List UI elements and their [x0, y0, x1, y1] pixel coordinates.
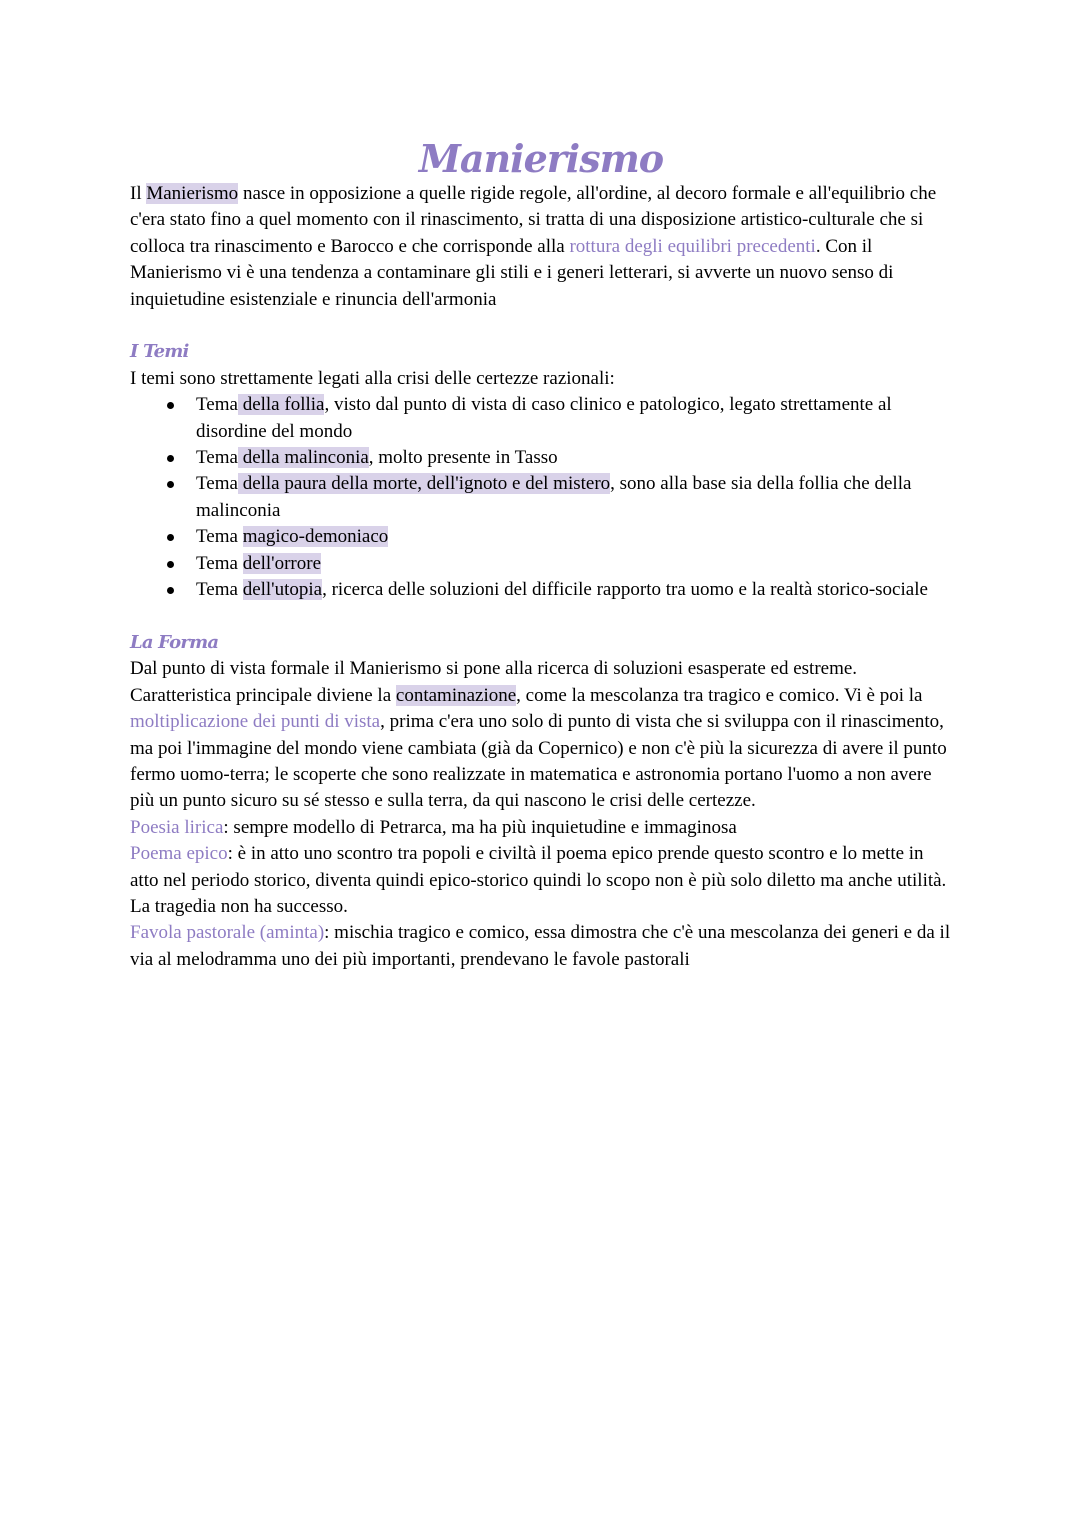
text-run: , prima c'era uno solo di punto di vista che si sviluppa con il rinascimento, ma poi l'immagine del mondo viene cambiata (già da Copernico) e non c'è più la sicurezza di avere il punto fermo uomo-terra; le scoperte che sono realizzate in matematica e astronomia portano l'uomo a non avere più un punto sicuro su sé stesso e sulla terra, da qui nascono le crisi delle certezze.: [130, 711, 947, 812]
text-run: : sempre modello di Petrarca, ma ha più inquietudine e immaginosa: [223, 816, 737, 838]
accent-text: Favola pastorale (aminta): [130, 922, 325, 944]
highlighted-text: dell'orrore: [242, 552, 322, 574]
highlighted-text: della follia: [237, 394, 325, 416]
text-run: Tema: [196, 473, 238, 495]
highlighted-text: Manierismo: [146, 183, 239, 204]
text-run: Dal punto di vista formale il Manierismo si pone alla ricerca di soluzioni esasperate ed estreme. Caratteristica principale diviene la: [130, 658, 858, 706]
accent-text: Poema epico: [130, 843, 228, 865]
text-run: I temi sono strettamente legati alla crisi delle certezze razionali:: [130, 367, 615, 389]
text-run: , molto presente in Tasso: [368, 447, 558, 469]
section-heading-temi: I Temi: [130, 341, 189, 363]
forma-paragraph: [130, 656, 952, 814]
text-run: Tema: [196, 552, 243, 574]
text-run: nasce in opposizione a quelle rigide regole, all'ordine, al decoro formale e all'equilibrio che c'era stato fino a quel momento con il rinascimento, si tratta di una disposizione artistico-culturale che si colloca tra rinascimento e Barocco e che corrisponde alla: [130, 183, 937, 257]
temi-list: [130, 392, 952, 603]
text-run: : è in atto uno scontro tra popoli e civiltà il poema epico prende questo scontro e lo mette in atto nel periodo storico, diventa quindi epico-storico quindi lo scopo non è più solo diletto ma anche utilità. La tragedia non ha successo.: [130, 843, 947, 917]
list-item: [196, 524, 952, 550]
accent-text: moltiplicazione dei punti di vista: [130, 711, 381, 733]
list-item: [196, 577, 952, 603]
accent-text: Poesia lirica: [130, 816, 224, 838]
highlighted-text: dell'utopia: [242, 579, 323, 601]
poesia-lirica-paragraph: [130, 815, 952, 841]
list-item: [196, 445, 952, 471]
highlighted-text: della malinconia: [237, 447, 369, 469]
text-run: . Con il Manierismo vi è una tendenza a contaminare gli stili e i generi letterari, si avverte un nuovo senso di inquietudine esistenziale e rinuncia dell'armonia: [130, 235, 894, 310]
document-title: Manierismo: [418, 136, 664, 181]
text-run: Tema: [196, 394, 238, 416]
accent-text: rottura degli equilibri precedenti: [569, 235, 816, 257]
highlighted-text: magico-demoniaco: [242, 526, 389, 548]
list-item: [196, 392, 952, 445]
text-run: , ricerca delle soluzioni del difficile rapporto tra uomo e la realtà storico-sociale: [322, 579, 928, 601]
highlighted-text: contaminazione: [395, 684, 517, 706]
highlighted-text: della paura della morte, dell'ignoto e del mistero: [237, 473, 611, 495]
favola-pastorale-paragraph: [130, 920, 952, 973]
section-heading-forma: La Forma: [130, 631, 219, 653]
list-item: [196, 551, 952, 577]
text-run: Tema: [196, 447, 238, 469]
text-run: Tema: [196, 526, 243, 548]
intro-paragraph: [130, 181, 952, 313]
text-run: : mischia tragico e comico, essa dimostra che c'è una mescolanza dei generi e da il via al melodramma uno dei più importanti, prendevano le favole pastorali: [130, 922, 951, 970]
text-run: , sono alla base sia della follia che della malinconia: [196, 473, 912, 521]
poema-epico-paragraph: [130, 841, 952, 920]
text-run: , visto dal punto di vista di caso clinico e patologico, legato strettamente al disordine del mondo: [196, 394, 892, 442]
text-run: , come la mescolanza tra tragico e comico. Vi è poi la: [516, 684, 923, 706]
text-run: Il: [130, 183, 147, 204]
temi-lead: [130, 366, 952, 392]
document-page: [130, 134, 952, 973]
text-run: Tema: [196, 579, 243, 601]
list-item: [196, 471, 952, 524]
